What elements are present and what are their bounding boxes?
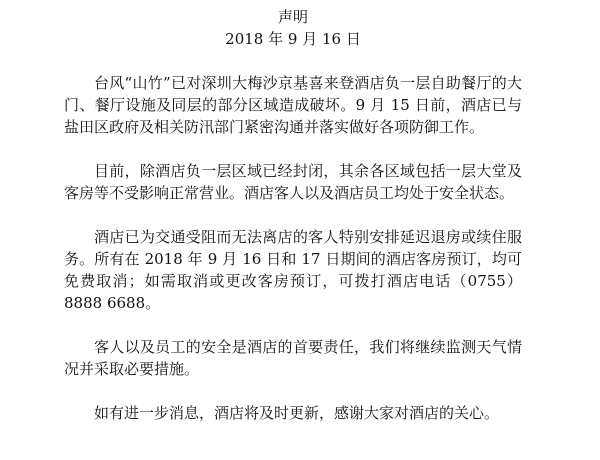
paragraph-closing: 如有进一步消息，酒店将及时更新，感谢大家对酒店的关心。 xyxy=(94,404,500,422)
statement-title: 声明 xyxy=(277,8,308,26)
paragraph-current-operations: 目前，除酒店负一层区域已经封闭，其余各区域包括一层大堂及客房等不受影响正常营业。酒店客人以及酒店员工均处于安全状态。 xyxy=(64,162,522,202)
statement-date: 2018 年 9 月 16 日 xyxy=(225,30,361,48)
paragraph-guest-arrangements: 酒店已为交通受阻而无法离店的客人特别安排延迟退房或续住服务。所有在 2018 年 9 月 16 日和 17 日期间的酒店客房预订，均可免费取消；如需取消或更改客房预订，可拨打酒店电话（0755）8888 6688。 xyxy=(64,228,522,312)
paragraph-safety-priority: 客人以及员工的安全是酒店的首要责任，我们将继续监测天气情况并采取必要措施。 xyxy=(64,338,522,378)
paragraph-typhoon-damage: 台风“山竹”已对深圳大梅沙京基喜来登酒店负一层自助餐厅的大门、餐厅设施及同层的部分区域造成破坏。9 月 15 日前，酒店已与盐田区政府及相关防汛部门紧密沟通并落实做好各项防御工作。 xyxy=(64,74,522,136)
